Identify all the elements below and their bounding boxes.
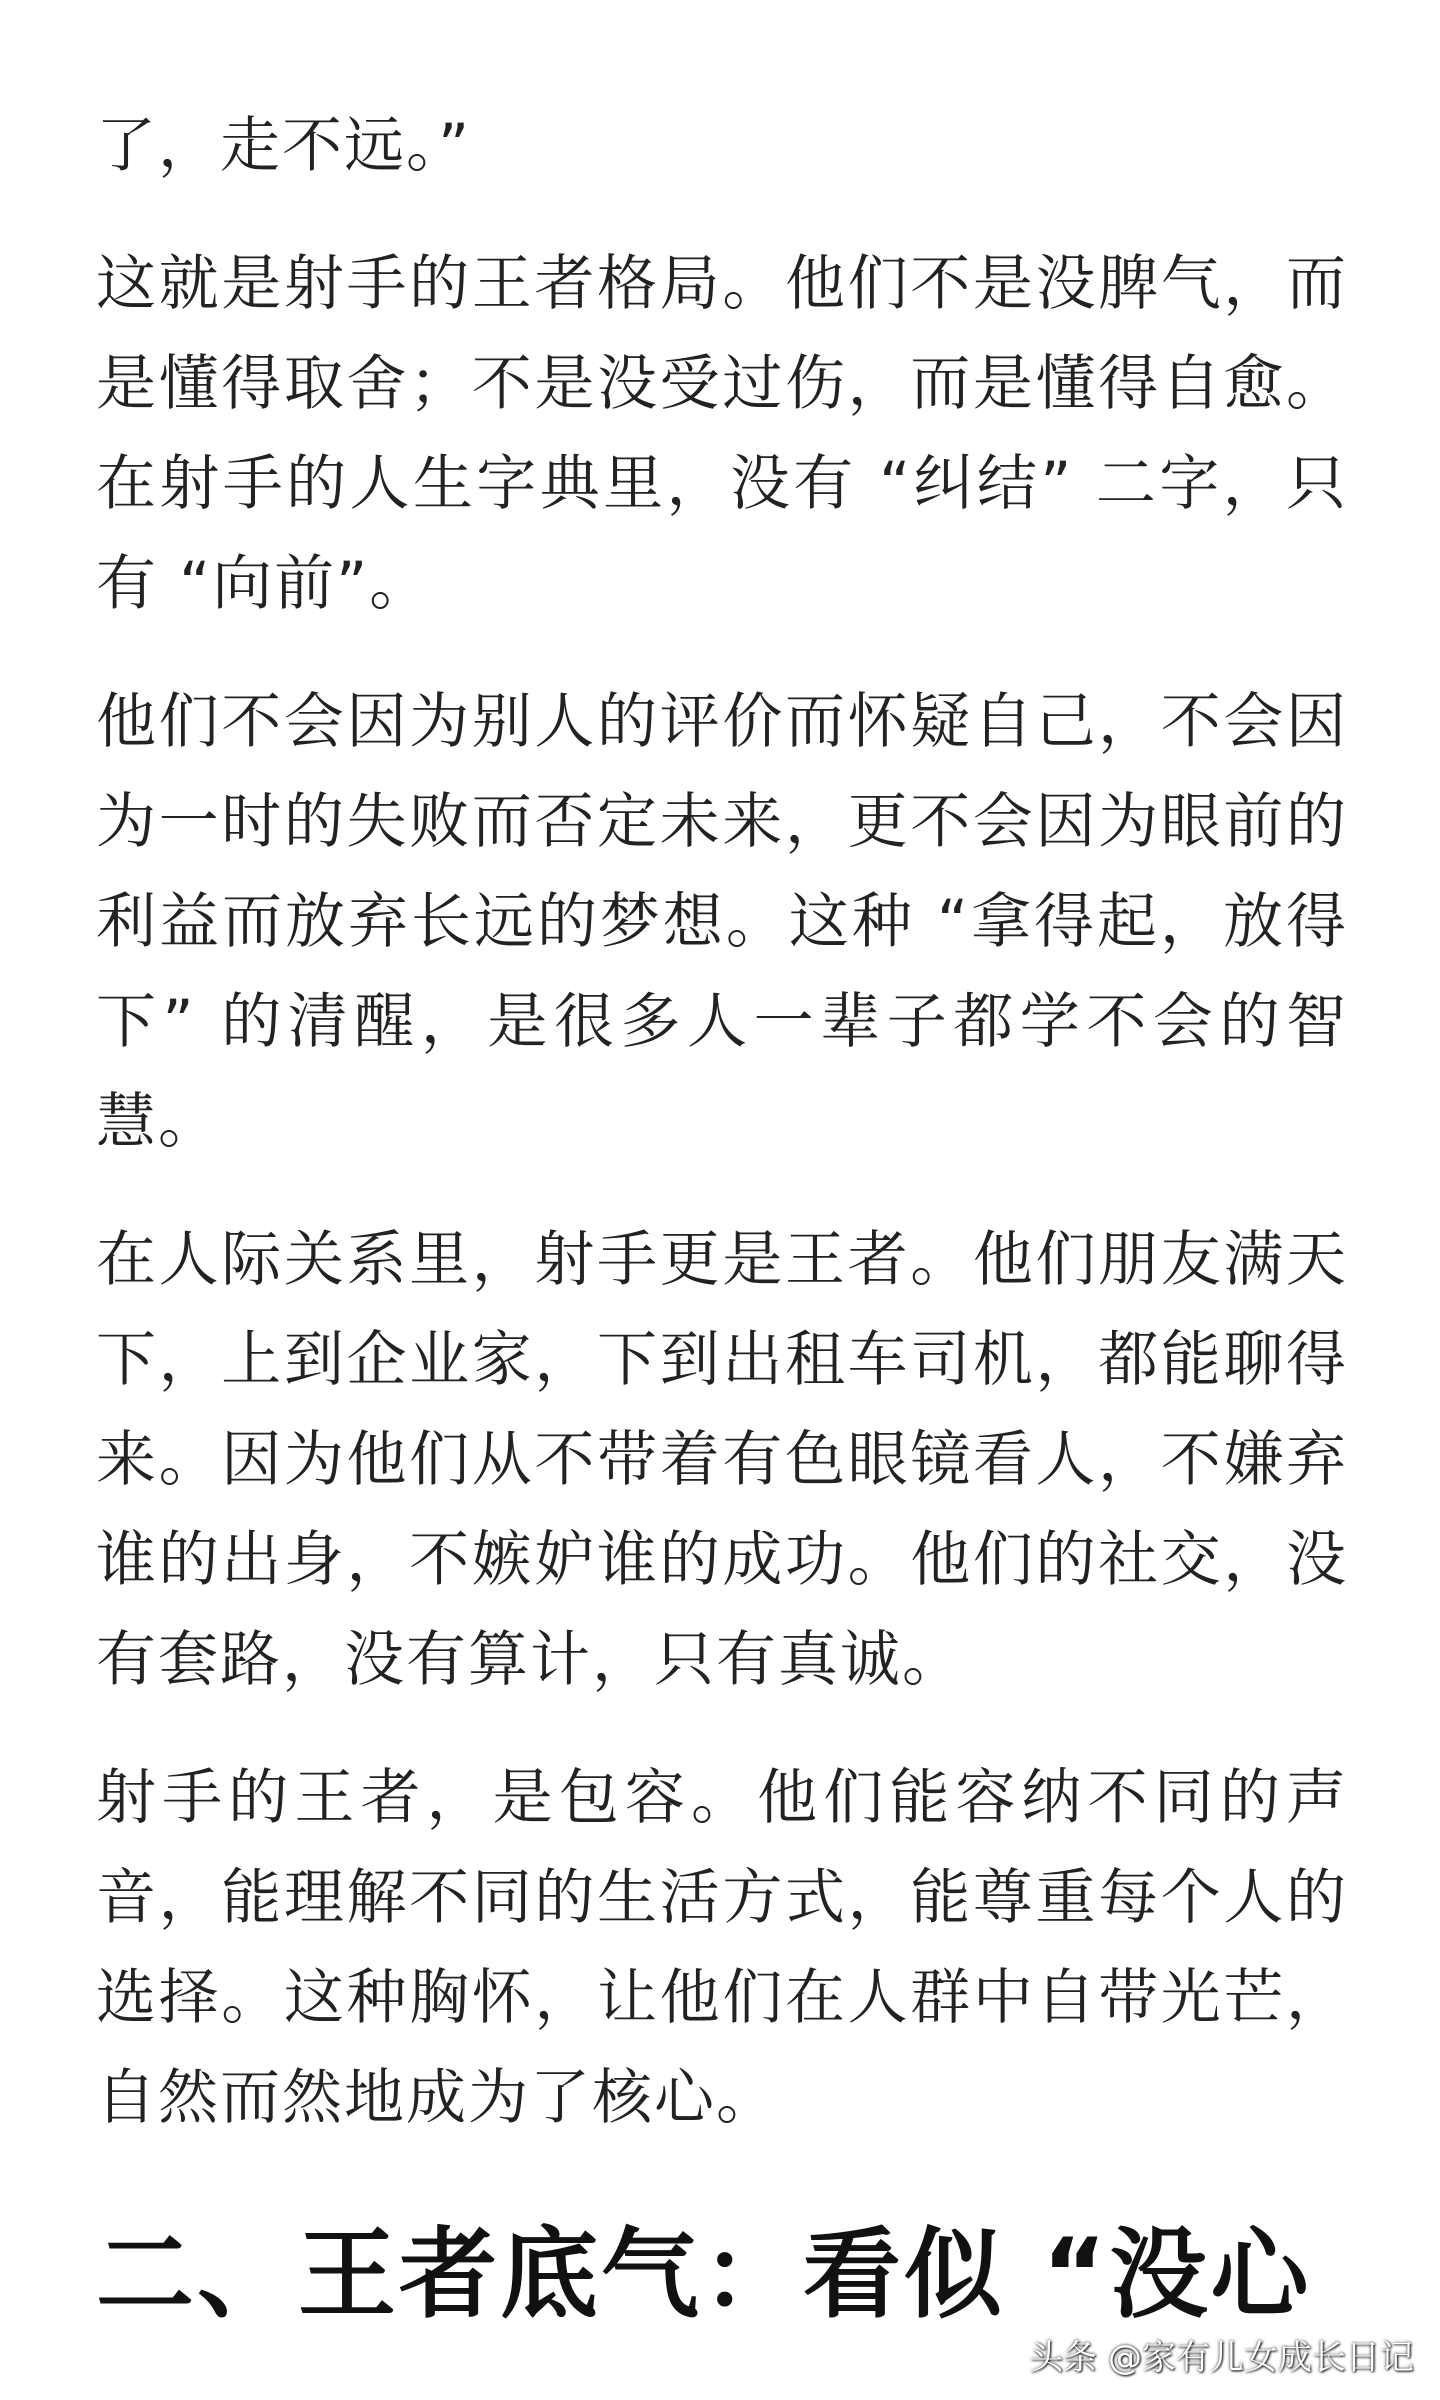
paragraph-1: 了，走不远。” <box>96 111 472 181</box>
paragraph-3: 他们不会因为别人的评价而怀疑自己，不会因为一时的失败而否定未来，更不会因为眼前的利益而放弃长远的梦想。这种 “拿得起，放得下” 的清醒，是很多人一辈子都学不会的智慧。 <box>96 687 1348 1157</box>
section-heading: 二、王者底气：看似 “没心 <box>96 2218 1312 2332</box>
paragraph-4: 在人际关系里，射手更是王者。他们朋友满天下，上到企业家，下到出租车司机，都能聊得来。因为他们从不带着有色眼镜看人，不嫌弃谁的出身，不嫉妒谁的成功。他们的社交，没有套路，没有算计，只有真诚。 <box>96 1225 1348 1695</box>
paragraph-2: 这就是射手的王者格局。他们不是没脾气，而是懂得取舍；不是没受过伤，而是懂得自愈。在射手的人生字典里，没有 “纠结” 二字，只有 “向前”。 <box>96 249 1348 619</box>
paragraph-5: 射手的王者，是包容。他们能容纳不同的声音，能理解不同的生活方式，能尊重每个人的选择。这种胸怀，让他们在人群中自带光芒，自然而然地成为了核心。 <box>96 1763 1348 2133</box>
article-body <box>96 96 1348 2340</box>
watermark: 头条 @家有儿女成长日记 <box>1029 2338 1414 2378</box>
